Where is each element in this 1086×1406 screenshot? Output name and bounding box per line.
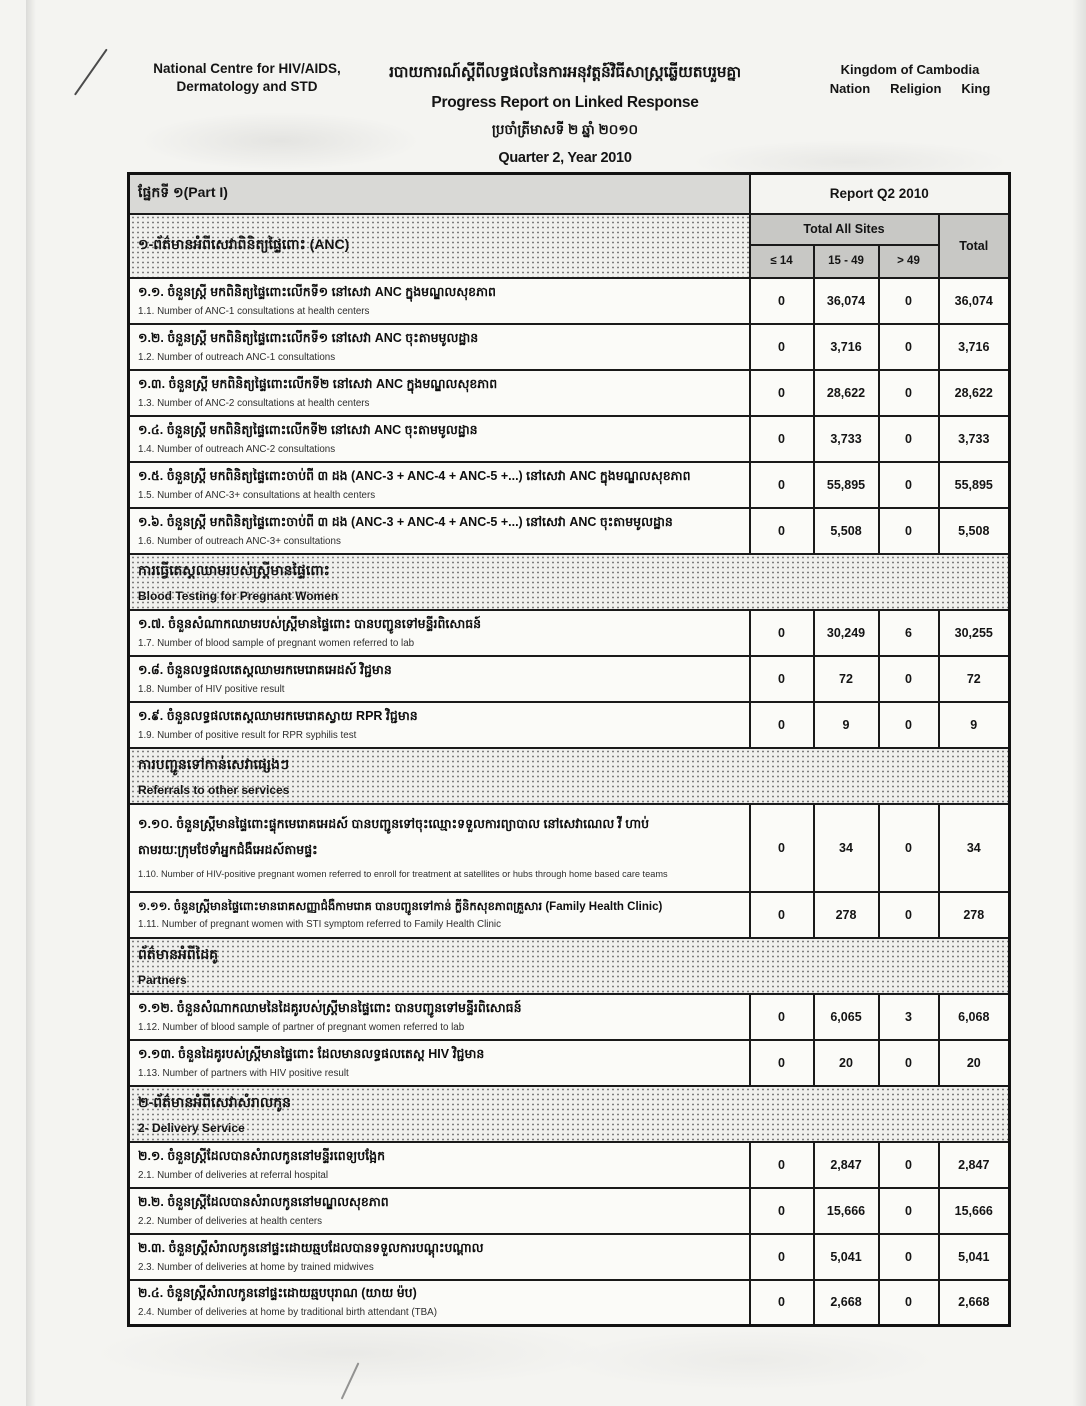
value-gt49: 0 [879, 278, 939, 324]
row-english-text: 1.9. Number of positive result for RPR syphilis test [138, 729, 357, 741]
row-english-text: 2.1. Number of deliveries at referral hospital [138, 1169, 329, 1181]
row-khmer-text: ១.៥. ចំនួនស្ត្រី មកពិនិត្យផ្ទៃពោះចាប់ពី ៣ ដង (ANC-3 + ANC-4 + ANC-5 +...) នៅសេវា ANC ក្នុងមណ្ឌលសុខភាព [138, 468, 691, 483]
value-le14: 0 [750, 508, 814, 554]
value-le14: 0 [750, 1188, 814, 1234]
row-khmer-text: ១.១២. ចំនួនសំណាកឈាមនៃដៃគូរបស់ស្ត្រីមានផ្ទៃពោះ បានបញ្ជូនទៅមន្ទីរពិសោធន៍ [138, 1000, 522, 1015]
value-le14: 0 [750, 1234, 814, 1280]
table-row [129, 370, 1010, 416]
value-gt49: 0 [879, 416, 939, 462]
value-gt49: 0 [879, 656, 939, 702]
column-group-header: Total All Sites [750, 214, 939, 245]
value-15-49: 5,508 [814, 508, 879, 554]
kingdom-motto [800, 81, 1020, 96]
report-subtitle-khmer: ប្រចាំត្រីមាសទី ២ ឆ្នាំ ២០១០ [491, 122, 639, 137]
value-gt49: 0 [879, 324, 939, 370]
row-khmer-text: ១.១៣. ចំនួនដៃគូរបស់ស្ត្រីមានផ្ទៃពោះ ដែលមានលទ្ធផលតេស្ដ HIV វិជ្ជមាន [138, 1046, 485, 1061]
table-row [129, 462, 1010, 508]
section-english-text: Blood Testing for Pregnant Women [138, 588, 339, 603]
section-english-text: Referrals to other services [138, 782, 290, 797]
motto-word-religion: Religion [890, 81, 942, 96]
table-header-row-group [129, 214, 1010, 245]
value-total: 55,895 [939, 462, 1010, 508]
row-english-text: 1.6. Number of outreach ANC-3+ consultations [138, 535, 341, 547]
row-english-text: 1.8. Number of HIV positive result [138, 683, 285, 695]
value-le14: 0 [750, 1280, 814, 1326]
table-row [129, 610, 1010, 656]
row-english-text: 1.3. Number of ANC-2 consultations at health centers [138, 397, 370, 409]
value-total: 3,716 [939, 324, 1010, 370]
row-english-text: 1.11. Number of pregnant women with STI symptom referred to Family Health Clinic [138, 919, 501, 930]
value-15-49: 36,074 [814, 278, 879, 324]
value-total: 34 [939, 804, 1010, 892]
pen-mark [341, 1362, 360, 1399]
value-gt49: 0 [879, 462, 939, 508]
value-gt49: 3 [879, 994, 939, 1040]
table-row [129, 656, 1010, 702]
section-header-row [129, 938, 1010, 994]
value-le14: 0 [750, 462, 814, 508]
value-15-49: 55,895 [814, 462, 879, 508]
value-15-49: 278 [814, 892, 879, 938]
table-row [129, 278, 1010, 324]
row-khmer-text: ១.៤. ចំនួនស្ត្រី មកពិនិត្យផ្ទៃពោះលើកទី២ នៅសេវា ANC ចុះតាមមូលដ្ឋាន [138, 422, 478, 437]
value-15-49: 9 [814, 702, 879, 748]
table-header-row-part [129, 174, 1010, 214]
value-gt49: 0 [879, 370, 939, 416]
value-15-49: 15,666 [814, 1188, 879, 1234]
value-total: 20 [939, 1040, 1010, 1086]
table-row [129, 702, 1010, 748]
value-total: 2,847 [939, 1142, 1010, 1188]
value-le14: 0 [750, 1040, 814, 1086]
row-english-text: 1.12. Number of blood sample of partner of pregnant women referred to lab [138, 1021, 465, 1033]
value-total: 5,041 [939, 1234, 1010, 1280]
value-15-49: 5,041 [814, 1234, 879, 1280]
value-15-49: 20 [814, 1040, 879, 1086]
value-total: 2,668 [939, 1280, 1010, 1326]
section-english-text: Partners [138, 972, 187, 987]
section-header-row [129, 748, 1010, 804]
value-total: 28,622 [939, 370, 1010, 416]
value-gt49: 0 [879, 1188, 939, 1234]
report-table [127, 172, 1011, 1327]
scan-artifact [560, 1330, 940, 1390]
section-anc-header: ១-ព័ត៌មានអំពីសេវាពិនិត្យផ្ទៃពោះ (ANC) [129, 214, 750, 278]
age-column-gt49: > 49 [879, 245, 939, 278]
value-le14: 0 [750, 610, 814, 656]
value-total: 15,666 [939, 1188, 1010, 1234]
value-gt49: 0 [879, 1234, 939, 1280]
value-15-49: 72 [814, 656, 879, 702]
report-title-english: Progress Report on Linked Response [431, 94, 699, 111]
kingdom-title: Kingdom of Cambodia [840, 62, 980, 77]
row-english-text: 1.2. Number of outreach ANC-1 consultations [138, 351, 336, 363]
row-english-text: 2.3. Number of deliveries at home by trained midwives [138, 1261, 374, 1273]
age-column-le14: ≤ 14 [750, 245, 814, 278]
row-english-text: 1.5. Number of ANC-3+ consultations at health centers [138, 489, 376, 501]
value-le14: 0 [750, 1142, 814, 1188]
section-khmer-text: ២-ព័ត៌មានអំពីសេវាសំរាលកូន [138, 1093, 292, 1110]
value-gt49: 0 [879, 1280, 939, 1326]
organization-line2: Dermatology and STD [176, 79, 318, 94]
value-le14: 0 [750, 416, 814, 462]
row-english-text: 1.7. Number of blood sample of pregnant women referred to lab [138, 637, 415, 649]
row-english-text: 1.13. Number of partners with HIV positive result [138, 1067, 349, 1079]
table-row [129, 1040, 1010, 1086]
kingdom-motto-block [800, 62, 1020, 96]
value-le14: 0 [750, 804, 814, 892]
value-total: 9 [939, 702, 1010, 748]
row-khmer-text: ១.៣. ចំនួនស្ត្រី មកពិនិត្យផ្ទៃពោះលើកទី២ នៅសេវា ANC ក្នុងមណ្ឌលសុខភាព [138, 376, 498, 391]
motto-word-king: King [961, 81, 991, 96]
table-row [129, 1188, 1010, 1234]
row-khmer-text-line2: តាមរយៈក្រុមថែទាំអ្នកជំងឺអេដស៍តាមផ្ទះ [138, 842, 318, 857]
value-le14: 0 [750, 324, 814, 370]
value-15-49: 2,668 [814, 1280, 879, 1326]
value-gt49: 0 [879, 702, 939, 748]
value-15-49: 28,622 [814, 370, 879, 416]
value-15-49: 2,847 [814, 1142, 879, 1188]
table-row [129, 1142, 1010, 1188]
row-khmer-text: ១.៧. ចំនួនសំណាកឈាមរបស់ស្ត្រីមានផ្ទៃពោះ បានបញ្ជូនទៅមន្ទីរពិសោធន៍ [138, 616, 482, 631]
row-khmer-text: ១.១. ចំនួនស្ត្រី មកពិនិត្យផ្ទៃពោះលើកទី១ នៅសេវា ANC ក្នុងមណ្ឌលសុខភាព [138, 284, 496, 299]
value-gt49: 0 [879, 892, 939, 938]
value-le14: 0 [750, 994, 814, 1040]
organization-line1: National Centre for HIV/AIDS, [153, 61, 341, 76]
total-column-header: Total [939, 214, 1010, 278]
value-total: 36,074 [939, 278, 1010, 324]
row-english-text: 2.4. Number of deliveries at home by traditional birth attendant (TBA) [138, 1307, 437, 1319]
row-khmer-text: ២.២. ចំនួនស្ត្រីដែលបានសំរាលកូននៅមណ្ឌលសុខភាព [138, 1194, 389, 1209]
row-khmer-text: ១.៦. ចំនួនស្ត្រី មកពិនិត្យផ្ទៃពោះចាប់ពី ៣ ដង (ANC-3 + ANC-4 + ANC-5 +...) នៅសេវា ANC ចុះតាមមូលដ្ឋាន [138, 514, 673, 529]
value-15-49: 3,716 [814, 324, 879, 370]
row-khmer-text: ២.៤. ចំនួនស្ត្រីសំរាលកូននៅផ្ទះដោយឆ្មបបុរាណ (យាយ ម៉ប) [138, 1286, 417, 1301]
value-le14: 0 [750, 278, 814, 324]
table-row [129, 416, 1010, 462]
value-15-49: 30,249 [814, 610, 879, 656]
age-column-15-49: 15 - 49 [814, 245, 879, 278]
value-15-49: 34 [814, 804, 879, 892]
value-gt49: 0 [879, 508, 939, 554]
row-english-text: 1.1. Number of ANC-1 consultations at health centers [138, 305, 370, 317]
value-total: 5,508 [939, 508, 1010, 554]
value-total: 3,733 [939, 416, 1010, 462]
row-khmer-text: ១.២. ចំនួនស្ត្រី មកពិនិត្យផ្ទៃពោះលើកទី១ នៅសេវា ANC ចុះតាមមូលដ្ឋាន [138, 330, 479, 345]
row-khmer-text: ១.៨. ចំនួនលទ្ធផលតេស្ដឈាមរកមេរោគអេដស៍ វិជ្ជមាន [138, 662, 392, 677]
section-english-text: 2- Delivery Service [138, 1120, 245, 1135]
row-khmer-text: ២.៣. ចំនួនស្ត្រីសំរាលកូននៅផ្ទះដោយឆ្មបដែលបានទទួលការបណ្ដុះបណ្ដាល [138, 1240, 484, 1255]
value-total: 72 [939, 656, 1010, 702]
row-khmer-text: ១.១០. ចំនួនស្ត្រីមានផ្ទៃពោះផ្ទុកមេរោគអេដស៍ បានបញ្ជូនទៅចុះឈ្មោះទទួលការព្យាបាល នៅសេវាណេល វី ហាប់ [138, 816, 650, 831]
scan-edge-shadow [26, 0, 36, 1406]
scan-edge-shadow [1072, 0, 1086, 1406]
table-row [129, 1234, 1010, 1280]
table-row [129, 324, 1010, 370]
report-title-block [330, 62, 800, 166]
value-le14: 0 [750, 370, 814, 416]
row-english-text: 1.4. Number of outreach ANC-2 consultations [138, 443, 336, 455]
value-le14: 0 [750, 892, 814, 938]
value-gt49: 0 [879, 1040, 939, 1086]
section-khmer-text: ការបញ្ជូនទៅកាន់សេវាផ្សេងៗ [138, 755, 290, 772]
value-gt49: 0 [879, 804, 939, 892]
value-total: 30,255 [939, 610, 1010, 656]
section-header-row [129, 1086, 1010, 1142]
report-title-khmer: របាយការណ៍ស្ដីពីលទ្ធផលនៃការអនុវត្តន៍វិធីសាស្ត្រឆ្លើយតបរួមគ្នា [389, 64, 741, 81]
value-gt49: 6 [879, 610, 939, 656]
table-row [129, 994, 1010, 1040]
value-gt49: 0 [879, 1142, 939, 1188]
table-row [129, 1280, 1010, 1326]
section-khmer-text: ព័ត៌មានអំពីដៃគូ [138, 945, 218, 962]
section-khmer-text: ការធ្វើតេស្ដឈាមរបស់ស្ត្រីមានផ្ទៃពោះ [138, 561, 330, 578]
row-khmer-text: ១.១១. ចំនួនស្ត្រីមានផ្ទៃពោះមានរោគសញ្ញាជំងឺកាមរោគ បានបញ្ជូនទៅកាន់ ក្លីនិកសុខភាពគ្រួសារ (Family Health Clinic) [138, 901, 663, 913]
pen-mark [74, 49, 108, 96]
row-english-text: 2.2. Number of deliveries at health centers [138, 1215, 323, 1227]
report-subtitle-english: Quarter 2, Year 2010 [498, 150, 632, 166]
value-total: 278 [939, 892, 1010, 938]
table-row [129, 892, 1010, 938]
value-15-49: 3,733 [814, 416, 879, 462]
row-english-text: 1.10. Number of HIV-positive pregnant women referred to enroll for treatment at satellites or hubs through home based care teams [138, 868, 668, 879]
table-row [129, 508, 1010, 554]
value-total: 6,068 [939, 994, 1010, 1040]
value-le14: 0 [750, 656, 814, 702]
motto-word-nation: Nation [829, 81, 871, 96]
section-header-row [129, 554, 1010, 610]
value-15-49: 6,065 [814, 994, 879, 1040]
table-row [129, 804, 1010, 892]
value-le14: 0 [750, 702, 814, 748]
report-quarter-label: Report Q2 2010 [750, 174, 1010, 214]
part-label: ផ្នែកទី ១(Part I) [129, 174, 750, 214]
row-khmer-text: ១.៩. ចំនួនលទ្ធផលតេស្ដឈាមរកមេរោគស្វាយ RPR វិជ្ជមាន [138, 708, 418, 723]
row-khmer-text: ២.១. ចំនួនស្ត្រីដែលបានសំរាលកូននៅមន្ទីរពេទ្យបង្អែក [138, 1148, 386, 1163]
